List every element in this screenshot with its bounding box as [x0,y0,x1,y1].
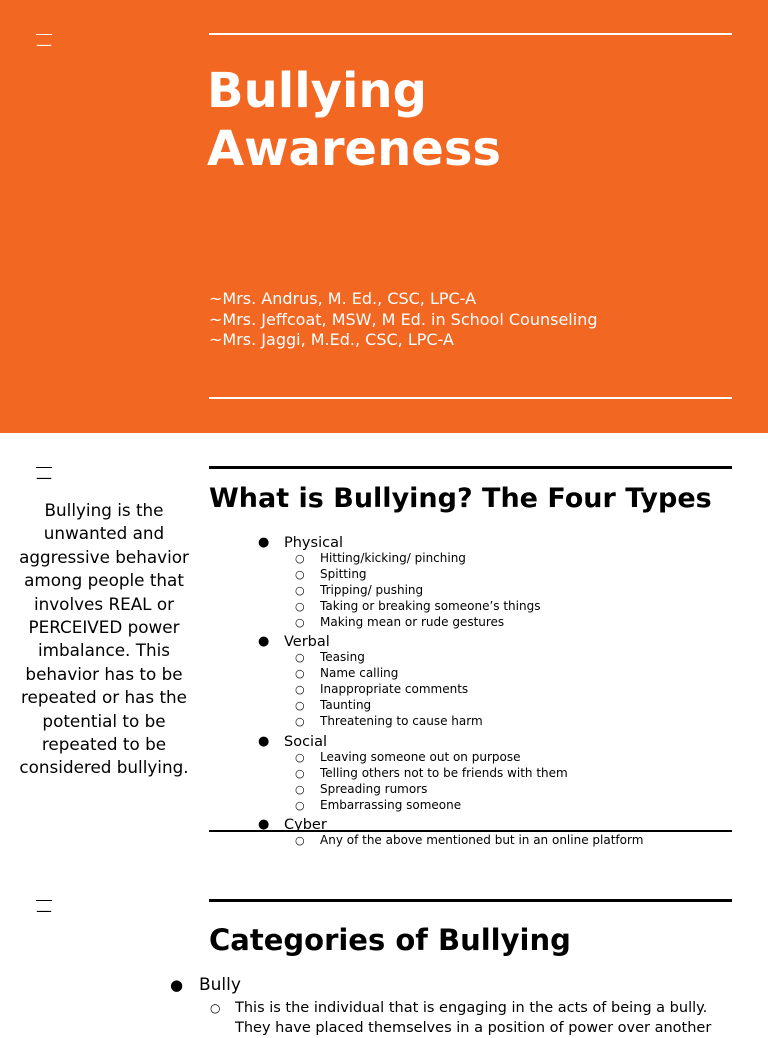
title-slide [0,0,768,433]
categories-list [170,974,740,1038]
list-item: ○ Tripping/ pushing [295,582,424,597]
circle-bullet-icon: ○ [295,699,305,713]
circle-bullet-icon: ○ [295,683,305,697]
list-item: ○ Hitting/kicking/ pinching [295,551,466,565]
author-line: ~Mrs. Jeffcoat, MSW, M Ed. in School Counseling [209,309,598,329]
slide-title: Categories of Bullying [209,923,571,957]
list-item: ○ Teasing [295,650,365,665]
slide-dash: — [36,35,52,54]
list-item: ○ Spitting [295,566,367,581]
bullet-icon: ● [258,634,270,650]
list-item: ○ Taunting [295,698,372,713]
list-item: ○ This is the individual that is engaging in the acts of being a bully. They have placed themselves in a position of power over another [210,1000,712,1036]
circle-bullet-icon: ○ [295,583,305,597]
list-item: ● Bully [170,975,241,995]
list-item: ● Verbal [258,634,330,651]
type-group-verbal [258,634,738,729]
circle-bullet-icon: ○ [295,766,305,780]
top-rule [209,33,732,35]
type-group-social [258,734,738,814]
type-group-physical [258,535,738,630]
list-item: ● Physical [258,535,343,551]
list-item: ○ Inappropriate comments [295,682,469,697]
list-item: ○ Telling others not to be friends with them [295,765,568,780]
top-rule [209,899,732,902]
list-item: ○ Name calling [295,666,399,681]
slide-dash: — [36,468,52,487]
list-item: ○ Leaving someone out on purpose [295,749,521,764]
circle-bullet-icon: ○ [295,651,305,665]
circle-bullet-icon: ○ [295,750,305,764]
bottom-rule [209,830,732,832]
top-rule [209,466,732,469]
list-item: ○ Spreading rumors [295,781,428,796]
list-item: ○ Making mean or rude gestures [295,614,505,629]
types-list [258,535,738,853]
presentation-title [207,62,501,178]
bullet-icon: ● [258,733,270,749]
circle-bullet-icon: ○ [295,552,305,565]
bullet-icon: ● [258,817,270,833]
definition-text: Bullying is the unwanted and aggressive behavior among people that involves REAL or PERCEIVED power imbalance. This behavior has to be repeated or has the potential to be repeated to be considered bullying. [19,500,189,778]
title-line-2: Awareness [207,121,501,177]
slide-dash: — [36,901,52,920]
list-item: ○ Embarrassing someone [295,797,462,812]
list-item: ● Social [258,733,327,750]
list-item: ○ Any of the above mentioned but in an online platform [295,833,644,848]
bottom-rule [209,397,732,399]
circle-bullet-icon: ○ [295,834,305,848]
title-line-1: Bullying [207,63,427,119]
slide-title: What is Bullying? The Four Types [209,483,712,514]
list-item: ● Cyber [258,817,327,834]
circle-bullet-icon: ○ [210,1001,221,1015]
type-group-cyber [258,817,738,849]
author-line: ~Mrs. Andrus, M. Ed., CSC, LPC-A [209,289,477,308]
bullet-icon: ● [170,976,184,994]
circle-bullet-icon: ○ [295,599,305,613]
list-item: ○ Threatening to cause harm [295,714,483,729]
circle-bullet-icon: ○ [295,567,305,581]
circle-bullet-icon: ○ [295,667,305,681]
circle-bullet-icon: ○ [295,615,305,629]
list-item: ○ Taking or breaking someone’s things [295,598,541,613]
circle-bullet-icon: ○ [295,782,305,796]
bullet-icon: ● [258,535,270,550]
circle-bullet-icon: ○ [295,715,305,729]
circle-bullet-icon: ○ [295,798,305,812]
author-list [209,289,597,351]
author-line: ~Mrs. Jaggi, M.Ed., CSC, LPC-A [209,330,454,349]
